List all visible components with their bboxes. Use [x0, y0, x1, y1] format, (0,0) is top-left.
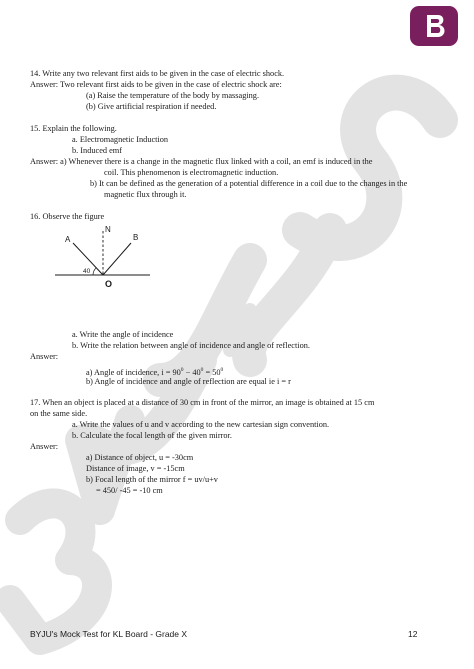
label-n: N — [105, 225, 111, 234]
reflection-figure — [55, 225, 175, 297]
q17-question-line2: on the same side. — [30, 409, 88, 418]
q15-answer-b-line1: b) It can be defined as the generation of a potential difference in a coil due to the changes in the — [90, 179, 408, 188]
degree-sup-3: 0 — [220, 367, 224, 373]
q14-answer-b: (b) Give artificial respiration if needed. — [86, 102, 217, 111]
q17-answer-2: Distance of image, v = -15cm — [86, 464, 185, 473]
q16-answer-a-prefix: a) Angle of incidence, i = 90 — [86, 368, 181, 377]
degree-sup-1: 0 — [180, 367, 184, 373]
q15-answer-b-line2: magnetic flux through it. — [104, 190, 187, 199]
angle-arc — [93, 268, 96, 275]
byjus-logo — [410, 6, 458, 46]
q14-answer: Answer: Two relevant first aids to be given in the case of electric shock are: — [30, 80, 282, 89]
q16-item-a: a. Write the angle of incidence — [72, 330, 174, 339]
label-angle: 40 — [83, 268, 91, 275]
footer-title: BYJU's Mock Test for KL Board - Grade X — [30, 629, 188, 639]
q16-answer-label: Answer: — [30, 352, 59, 361]
q15-item-a: a. Electromagnetic Induction — [72, 135, 169, 144]
q16-answer-b: b) Angle of incidence and angle of reflection are equal ie i = r — [86, 377, 291, 386]
label-b: B — [133, 233, 139, 242]
q14-answer-a: (a) Raise the temperature of the body by massaging. — [86, 91, 260, 100]
q15-question: 15. Explain the following. — [30, 124, 117, 133]
q17-item-a: a. Write the values of u and v according to the new cartesian sign convention. — [72, 420, 330, 429]
q17-answer-3: b) Focal length of the mirror f = uv/u+v — [86, 475, 218, 484]
reflected-ray — [103, 243, 131, 275]
q16-answer-a-eq: = 50 — [203, 368, 221, 377]
q14-question: 14. Write any two relevant first aids to be given in the case of electric shock. — [30, 69, 285, 78]
q17-answer-4: = 450/ -45 = -10 cm — [96, 486, 163, 495]
q16-item-b: b. Write the relation between angle of incidence and angle of reflection. — [72, 341, 310, 350]
q17-item-b: b. Calculate the focal length of the given mirror. — [72, 431, 232, 440]
label-o: O — [105, 279, 113, 289]
q17-answer-1: a) Distance of object, u = -30cm — [86, 453, 194, 462]
q16-answer-a-minus: − 40 — [183, 368, 201, 377]
label-a: A — [65, 235, 71, 244]
q15-item-b: b. Induced emf — [72, 146, 122, 155]
q15-answer-a-line1: Answer: a) Whenever there is a change in the magnetic flux linked with a coil, an emf is induced in the — [30, 157, 373, 166]
q17-question-line1: 17. When an object is placed at a distance of 30 cm in front of the mirror, an image is obtained at 15 cm — [30, 398, 375, 407]
q16-question: 16. Observe the figure — [30, 212, 105, 221]
page-number: 12 — [408, 629, 418, 639]
degree-sup-2: 0 — [200, 367, 204, 373]
q15-answer-a-line2: coil. This phenomenon is electromagnetic induction. — [104, 168, 279, 177]
q17-answer-label: Answer: — [30, 442, 59, 451]
